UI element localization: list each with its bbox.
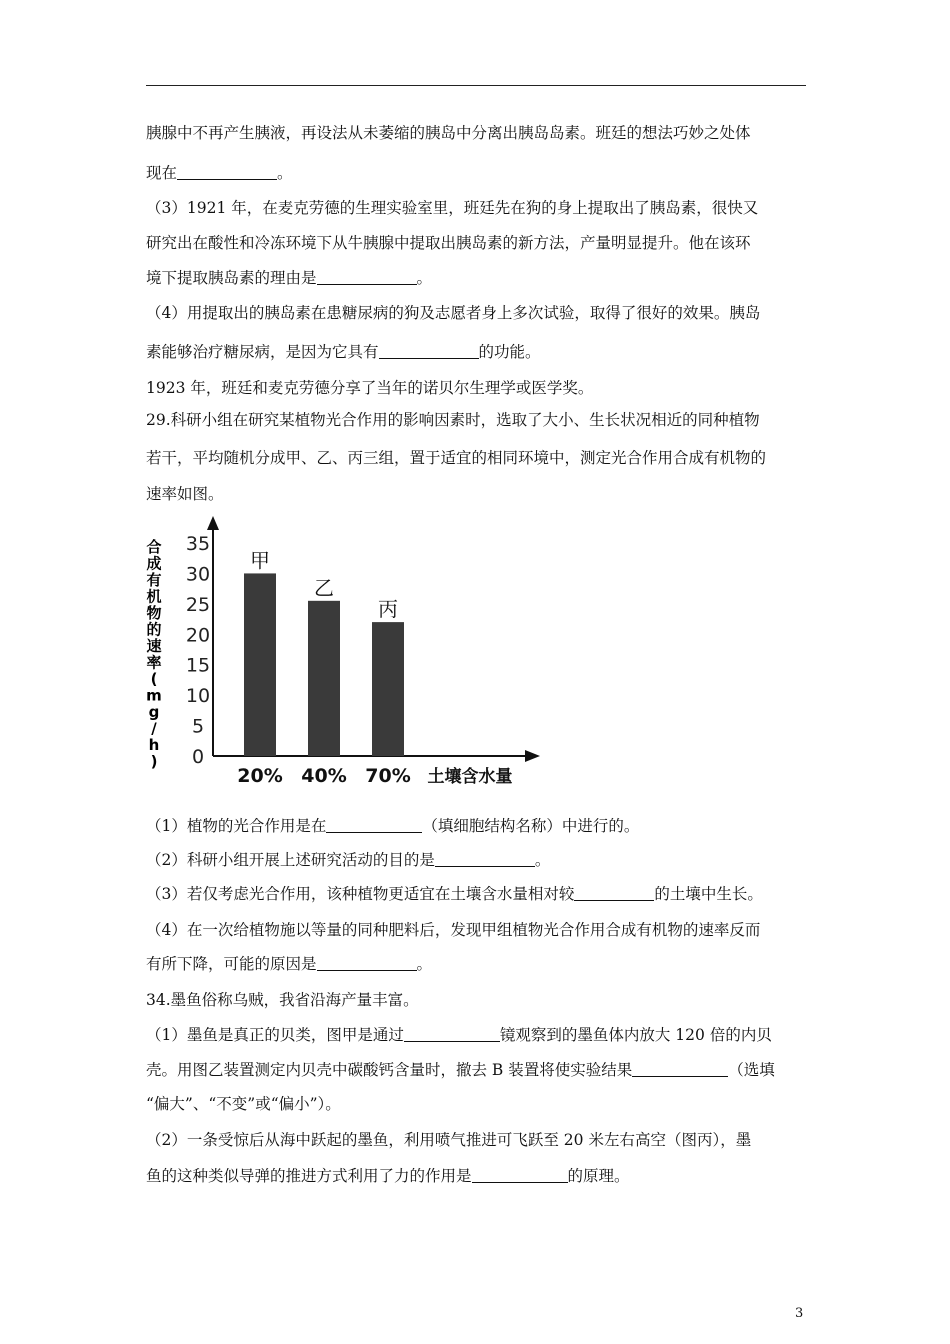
text-line: 胰腺中不再产生胰液，再设法从未萎缩的胰岛中分离出胰岛岛素。班廷的想法巧妙之处体 [146,124,751,142]
text-line [146,816,811,836]
text-line: （3）1921 年，在麦克劳德的生理实验室里，班廷先在狗的身上提取出了胰岛素，很快又 [146,199,759,217]
x-tick-label: 70% [365,765,411,787]
bar-label: 甲 [250,548,270,573]
text-segment: 素能够治疗糖尿病，是因为它具有 [146,343,379,361]
y-tick-label: 0 [191,746,205,768]
text-segment: 。 [277,164,293,182]
text-segment: 。 [416,955,433,973]
x-axis-label: 土壤含水量 [427,767,513,787]
text-segment: 镜观察到的墨鱼体内放大 120 倍的内贝 [499,1026,772,1044]
y-axis-label [146,538,162,771]
text-line [146,1025,811,1045]
bar-chart [140,516,540,792]
text-line: “偏大”、“不变”或“偏小”）。 [146,1095,341,1113]
answer-blank[interactable] [379,343,479,359]
answer-blank[interactable] [435,851,535,867]
text-line [146,268,811,288]
text-line: （4）用提取出的胰岛素在患糖尿病的狗及志愿者身上多次试验，取得了很好的效果。胰岛 [146,304,761,322]
text-segment: （1）墨鱼是真正的贝类，图甲是通过 [146,1026,404,1044]
text-line [146,342,811,362]
text-segment: 。 [416,269,433,287]
text-line: 研究出在酸性和冷冻环境下从牛胰腺中提取出胰岛素的新方法，产量明显提升。他在该环 [146,234,751,252]
text-segment: （1）植物的光合作用是在 [146,817,327,835]
y-tick-label: 10 [185,685,211,708]
bar-20% [244,573,276,756]
bar-40% [308,601,340,756]
text-line: （2）一条受惊后从海中跃起的墨鱼，利用喷气推进可飞跃至 20 米左右高空（图丙），墨 [146,1131,752,1149]
text-segment: （选填 [728,1061,775,1079]
answer-blank[interactable] [326,817,422,833]
y-tick-label: 35 [185,533,211,555]
text-segment: 现在 [146,164,178,182]
text-line [146,884,811,904]
y-axis-arrow [207,516,219,530]
ylabel-char: 合成有机物的速率( m g / h ) [146,538,162,771]
text-line [146,1166,811,1186]
y-tick-label: 25 [185,593,211,616]
x-tick-label: 20% [237,765,283,787]
text-line: 34.墨鱼俗称乌贼，我省沿海产量丰富。 [146,991,419,1009]
text-segment: 壳。用图乙装置测定内贝壳中碳酸钙含量时，撤去 B 装置将使实验结果 [146,1061,633,1079]
answer-blank[interactable] [632,1061,728,1077]
text-line [146,163,811,183]
answer-blank[interactable] [574,885,654,901]
text-segment: 鱼的这种类似导弹的推进方式利用了力的作用是 [146,1167,472,1185]
text-segment: （填细胞结构名称）中进行的。 [422,817,640,835]
y-tick-label: 30 [185,563,211,586]
text-segment: 有所下降，可能的原因是 [146,955,317,973]
text-segment: （2）科研小组开展上述研究活动的目的是 [146,851,435,869]
text-line: 若干，平均随机分成甲、乙、丙三组，置于适宜的相同环境中，测定光合作用合成有机物的 [146,449,767,467]
text-segment: 的功能。 [478,343,541,361]
bar-70% [372,622,404,756]
y-tick-label: 5 [191,715,205,738]
text-segment: 的土壤中生长。 [654,885,763,903]
x-tick-label: 40% [301,765,347,787]
answer-blank[interactable] [317,955,417,971]
text-line [146,850,811,870]
text-line [146,954,811,974]
bar-label: 乙 [314,575,334,600]
text-segment: （3）若仅考虑光合作用，该种植物更适宜在土壤含水量相对较 [146,885,575,903]
answer-blank[interactable] [472,1167,568,1183]
header-rule [146,85,806,86]
page-number: 3 [795,1306,804,1321]
answer-blank[interactable] [317,269,417,285]
text-line: 29.科研小组在研究某植物光合作用的影响因素时，选取了大小、生长状况相近的同种植物 [146,411,760,429]
text-segment: 的原理。 [567,1167,630,1185]
text-segment: 境下提取胰岛素的理由是 [146,269,317,287]
answer-blank[interactable] [404,1026,500,1042]
text-segment: 。 [534,851,551,869]
x-axis-arrow [525,750,540,762]
text-line: 速率如图。 [146,485,224,503]
y-tick-label: 20 [185,624,211,647]
answer-blank[interactable] [177,164,277,180]
text-line: 1923 年，班廷和麦克劳德分享了当年的诺贝尔生理学或医学奖。 [146,379,594,397]
text-line [146,1060,811,1080]
bar-label: 丙 [378,597,398,622]
text-line: （4）在一次给植物施以等量的同种肥料后，发现甲组植物光合作用合成有机物的速率反而 [146,921,761,939]
y-tick-label: 15 [185,654,211,677]
